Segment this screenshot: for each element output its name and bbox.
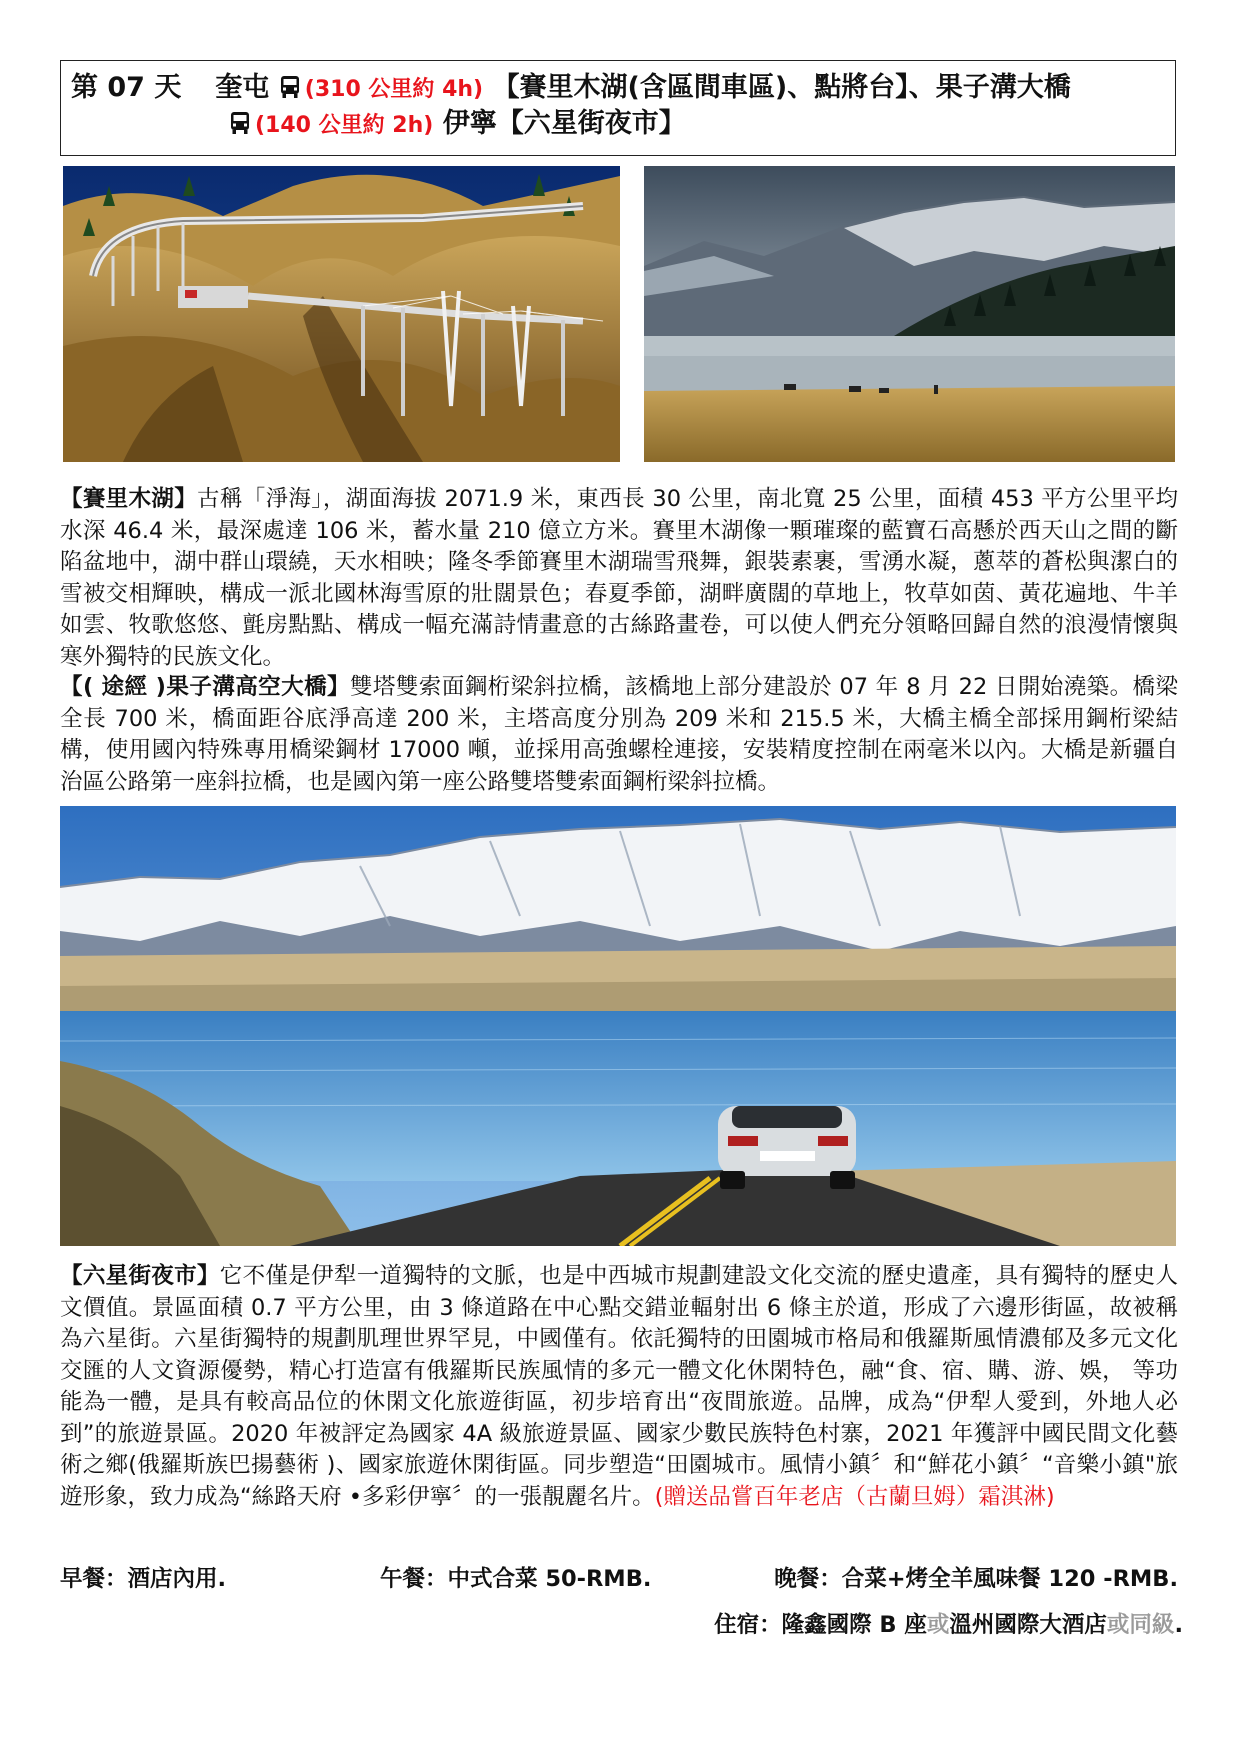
section-body: 古稱「淨海」，湖面海拔 2071.9 米，東西長 30 公里，南北寬 25 公里，面積 453 平方公里平均水深 46.4 米，最深處達 106 米，蓄水量 210 億立方米。賽里木湖像一顆璀璨的藍寶石高懸於西天山之間的斷陷盆地中，湖中群山環繞，天水相映；隆冬季節賽里木湖瑞雪飛舞，銀裝素裹，雪湧水凝，蔥萃的蒼松與潔白的雪被交相輝映，構成一派北國林海雪原的壯闊景色；春夏季節，湖畔廣闊的草地上，牧草如茵、黃花遍地、牛羊如雲、牧歌悠悠、氈房點點、構成一幅充滿詩情畫意的古絲路畫卷，可以使人們充分領略回歸自然的浪漫情懷與寒外獨特的民族文化。 [60,486,1178,670]
destination: 伊寧【六星街夜市】 [442,108,686,139]
bus-icon [229,111,251,135]
lodging-primary: 住宿：隆鑫國際 B 座 [714,1612,927,1638]
gift-note: (贈送品嘗百年老店（古蘭旦姆）霜淇淋) [654,1483,1055,1510]
section-title: 【六星街夜市】 [60,1263,220,1289]
leg1-distance: (310 公里約 4h) [304,77,484,102]
day-header [60,60,1176,156]
sayram-lake-photo [644,166,1175,462]
origin-city: 奎屯 [215,72,270,103]
section-body: 它不僅是伊犁一道獨特的文脈，也是中西城市規劃建設文化交流的歷史遺產，具有獨特的歷史人文價值。景區面積 0.7 平方公里，由 3 條道路在中心點交錯並輻射出 6 條主於道，形成了六邊形街區，故被稱為六星街。六星街獨特的規劃肌理世界罕見，中國僅有。依託獨特的田園城市格局和俄羅斯風情濃郁及多元文化交匯的人文資源優勢，精心打造富有俄羅斯民族風情的多元一體文化休閑特色，融“食、宿、購、游、娛， 等功能為一體，是具有較高品位的休閑文化旅遊街區，初步培育出“夜間旅遊。品牌，成為“伊犁人愛到，外地人必到”的旅遊景區。2020 年被評定為國家 4A 級旅遊景區、國家少數民族特色村寨，2021 年獲評中國民間文化藝術之鄉(俄羅斯族巴揚藝術 )、國家旅遊休閑街區。同步塑造“田園城市。風情小鎮〞和“鮮花小鎮〞“音樂小鎮"旅遊形象，致力成為“絲路天府 •多彩伊寧〞的一張靚麗名片。 [60,1263,1178,1510]
lodging-line [714,1607,1183,1639]
lodging-end: . [1174,1612,1183,1638]
leg2-distance: (140 公里約 2h) [255,113,434,138]
bridge-photo [63,166,620,462]
lunch: 午餐：中式合菜 50-RMB. [380,1566,652,1592]
lodging-or: 或 [926,1612,950,1638]
section-body: 雙塔雙索面鋼桁梁斜拉橋，該橋地上部分建設於 07 年 8 月 22 日開始澆築。橋梁全長 700 米，橋面距谷底淨高達 200 米，主塔高度分別為 209 米和 215.5 米，大橋主橋全部採用鋼桁梁結構，使用國內特殊專用橋梁鋼材 17000 噸，並採用高強螺栓連接，安裝精度控制在兩毫米以內。大橋是新疆自治區公路第一座斜拉橋，也是國內第一座公路雙塔雙索面鋼桁梁斜拉橋。 [60,674,1178,795]
header-line-2 [71,107,1163,143]
section-liuxing-street [60,1261,1178,1513]
breakfast: 早餐：酒店內用. [60,1566,227,1592]
section-sayram-lake [60,484,1178,673]
bus-icon [279,75,301,99]
section-title: 【( 途經 )果子溝高空大橋】 [60,674,350,700]
header-line-1 [71,71,1163,107]
dinner: 晚餐：合菜+烤全羊風味餐 120 -RMB. [774,1566,1178,1592]
lodging-or-equivalent: 或同級 [1106,1612,1175,1638]
day-label: 第 07 天 [71,72,182,103]
lake-road-photo [60,806,1176,1246]
lodging-alternative: 溫州國際大酒店 [949,1612,1107,1638]
leg1-sights: 【賽里木湖(含區間車區)、點將台】、果子溝大橋 [492,72,1071,103]
section-guozigou-bridge [60,672,1178,798]
section-title: 【賽里木湖】 [60,486,198,512]
